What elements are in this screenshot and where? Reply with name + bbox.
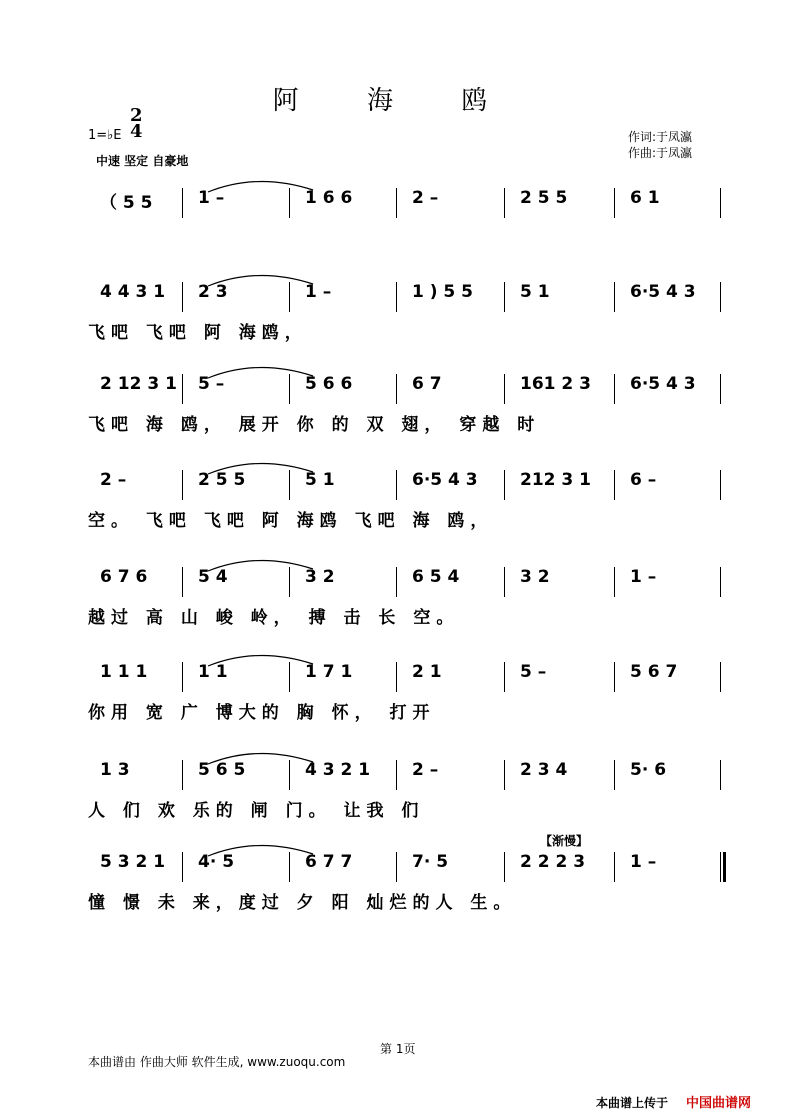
measure-notes: 5 6 6 bbox=[305, 374, 353, 394]
measure-notes: 1 6 6 bbox=[305, 188, 353, 208]
measure-notes: 5 3 2 1 bbox=[100, 852, 166, 872]
tempo-marking: 中速 坚定 自豪地 bbox=[96, 154, 189, 168]
time-sig-top: 2 bbox=[130, 105, 143, 126]
score-system bbox=[88, 555, 728, 647]
lyrics-text: 你用 宽 广 博大的 胸 怀， 打开 bbox=[88, 703, 436, 723]
measure-notes: 5 1 bbox=[305, 470, 335, 490]
measure-notes: 6 – bbox=[630, 470, 657, 490]
measure-notes: 1 ) 5 5 bbox=[412, 282, 474, 302]
measure-notes: 161 2 3 bbox=[520, 374, 591, 394]
lyrics-text: 飞吧 飞吧 阿 海鸥， bbox=[88, 323, 308, 343]
measure-notes: 1 – bbox=[630, 852, 657, 872]
page-number: 第 1页 bbox=[380, 1042, 416, 1056]
measure-notes: 1 – bbox=[305, 282, 332, 302]
time-sig-bottom: 4 bbox=[130, 121, 143, 142]
slur-marks bbox=[88, 456, 728, 482]
measure-notes: 1 1 bbox=[198, 662, 228, 682]
score-system bbox=[88, 176, 728, 268]
measure-notes: 5· 6 bbox=[630, 760, 667, 780]
site-logo: 中国曲谱网 bbox=[686, 1096, 752, 1111]
score-system bbox=[88, 840, 728, 932]
slur-marks bbox=[88, 268, 728, 294]
lyrics-line bbox=[88, 410, 728, 434]
notation-line bbox=[88, 760, 728, 784]
measure-notes: 212 3 1 bbox=[520, 470, 591, 490]
measure-notes: 6 7 bbox=[412, 374, 442, 394]
measure-notes: 7· 5 bbox=[412, 852, 449, 872]
measure-notes: 3 2 bbox=[305, 567, 335, 587]
notation-line bbox=[88, 188, 728, 212]
measure-notes: 2 3 4 bbox=[520, 760, 568, 780]
measure-notes: 1 – bbox=[198, 188, 225, 208]
lyrics-text: 越过 高 山 峻 岭， 搏 击 长 空。 bbox=[88, 608, 460, 628]
lyrics-text: 空。 飞吧 飞吧 阿 海鸥 飞吧 海 鸥， bbox=[88, 511, 494, 531]
measure-notes: 1 7 1 bbox=[305, 662, 353, 682]
score-system bbox=[88, 270, 728, 362]
measure-notes: 6 5 4 bbox=[412, 567, 460, 587]
measure-notes: 2 5 5 bbox=[198, 470, 246, 490]
lyricist: 作词:于凤瀛 bbox=[628, 130, 693, 144]
upload-text: 本曲谱上传于 bbox=[596, 1096, 669, 1110]
slur-marks bbox=[88, 174, 728, 200]
measure-notes: 1 1 1 bbox=[100, 662, 148, 682]
measure-notes: （ 5 5 bbox=[100, 193, 153, 213]
measure-notes: 6·5 4 3 bbox=[630, 374, 696, 394]
lyrics-line bbox=[88, 888, 728, 912]
lyrics-line bbox=[88, 506, 728, 530]
measure-notes: 2 – bbox=[100, 470, 127, 490]
measure-notes: 5 1 bbox=[520, 282, 550, 302]
footer-text: 本曲谱由 作曲大师 软件生成, www.zuoqu.com bbox=[88, 1055, 346, 1069]
slur-marks bbox=[88, 746, 728, 772]
measure-notes: 5 6 5 bbox=[198, 760, 246, 780]
slur-marks bbox=[88, 838, 728, 864]
notation-line bbox=[88, 282, 728, 306]
measure-notes: 4· 5 bbox=[198, 852, 235, 872]
measure-notes: 6 7 7 bbox=[305, 852, 353, 872]
notation-line bbox=[88, 852, 728, 876]
lyrics-line bbox=[88, 318, 728, 342]
measure-notes: 5 – bbox=[520, 662, 547, 682]
measure-notes: 5 6 7 bbox=[630, 662, 678, 682]
measure-notes: 6 7 6 bbox=[100, 567, 148, 587]
slur-marks bbox=[88, 648, 728, 674]
measure-notes: 5 4 bbox=[198, 567, 228, 587]
notation-line bbox=[88, 662, 728, 686]
lyrics-line bbox=[88, 796, 728, 820]
song-title: 阿 海 鸥 bbox=[272, 86, 518, 116]
lyrics-line bbox=[88, 698, 728, 722]
measure-notes: 6·5 4 3 bbox=[630, 282, 696, 302]
measure-notes: 4 3 2 1 bbox=[305, 760, 371, 780]
composer: 作曲:于凤瀛 bbox=[628, 146, 693, 160]
lyrics-line bbox=[88, 224, 728, 248]
measure-notes: 2 5 5 bbox=[520, 188, 568, 208]
measure-notes: 1 3 bbox=[100, 760, 130, 780]
measure-notes: 2 – bbox=[412, 188, 439, 208]
time-signature bbox=[130, 105, 143, 142]
measure-notes: 3 2 bbox=[520, 567, 550, 587]
measure-notes: 2 2 2 3 bbox=[520, 852, 586, 872]
measure-notes: 1 – bbox=[630, 567, 657, 587]
key-signature: 1=♭E bbox=[88, 128, 122, 143]
measure-notes: 2 12 3 1 bbox=[100, 374, 177, 394]
score-system bbox=[88, 362, 728, 454]
measure-notes: 2 3 bbox=[198, 282, 228, 302]
measure-notes: 5 – bbox=[198, 374, 225, 394]
measure-notes: 4 4 3 1 bbox=[100, 282, 166, 302]
lyrics-text: 人 们 欢 乐的 闸 门。 让我 们 bbox=[88, 801, 425, 821]
score-system bbox=[88, 458, 728, 550]
score-system bbox=[88, 748, 728, 840]
measure-notes: 6·5 4 3 bbox=[412, 470, 478, 490]
measure-notes: 6 1 bbox=[630, 188, 660, 208]
lyrics-line bbox=[88, 603, 728, 627]
score-system bbox=[88, 650, 728, 742]
measure-notes: 2 1 bbox=[412, 662, 442, 682]
slur-marks bbox=[88, 360, 728, 386]
lyrics-text: 飞吧 海 鸥， 展开 你 的 双 翅， 穿越 时 bbox=[88, 415, 541, 435]
notation-line bbox=[88, 470, 728, 494]
notation-line bbox=[88, 374, 728, 398]
rit-mark: 【渐慢】 bbox=[540, 834, 589, 848]
lyrics-text: 憧 憬 未 来，度过 夕 阳 灿烂的人 生。 bbox=[88, 893, 517, 913]
slur-marks bbox=[88, 553, 728, 579]
notation-line bbox=[88, 567, 728, 591]
measure-notes: 2 – bbox=[412, 760, 439, 780]
